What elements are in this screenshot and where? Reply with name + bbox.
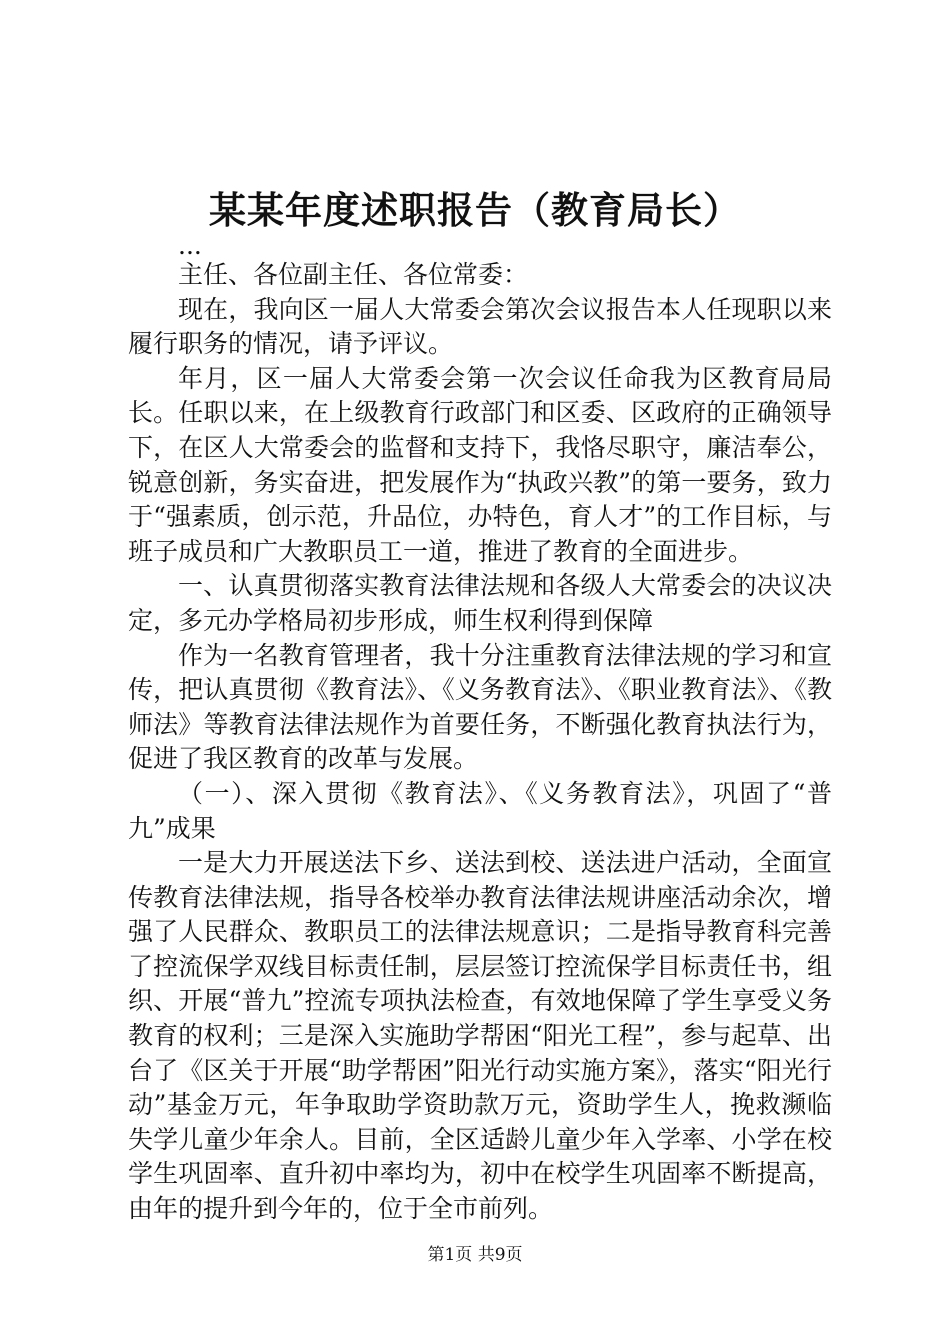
page-footer: 第1页 共9页: [427, 1245, 523, 1265]
document-body: [128, 231, 832, 1227]
ellipsis-line: ...: [178, 231, 202, 260]
salutation-paragraph: 主任、各位副主任、各位常委：: [178, 260, 529, 289]
section-heading-1: 一、认真贯彻落实教育法律法规和各级人大常委会的决议决定，多元办学格局初步形成，师生权利得到保障: [128, 571, 832, 635]
law-study-paragraph: 作为一名教育管理者，我十分注重教育法律法规的学习和宣传，把认真贯彻《教育法》、《义务教育法》、《职业教育法》、《教师法》等教育法律法规作为首要任务，不断强化教育执法行为，促进了我区教育的改革与发展。: [128, 640, 832, 774]
intro-paragraph: 现在，我向区一届人大常委会第次会议报告本人任现职以来履行职务的情况，请予评议。: [128, 294, 832, 359]
appointment-paragraph: 年月，区一届人大常委会第一次会议任命我为区教育局局长。任职以来，在上级教育行政部门和区委、区政府的正确领导下，在区人大常委会的监督和支持下，我恪尽职守，廉洁奉公，锐意创新，务实奋进，把发展作为“执政兴教”的第一要务，致力于“强素质，创示范，升品位，办特色，育人才”的工作目标，与班子成员和广大教职员工一道，推进了教育的全面进步。: [128, 363, 832, 566]
subsection-heading-1: （一）、深入贯彻《教育法》、《义务教育法》，巩固了“普九”成果: [128, 778, 832, 843]
document-title: 某某年度述职报告（教育局长）: [209, 188, 741, 232]
measures-paragraph: 一是大力开展送法下乡、送法到校、送法进户活动，全面宣传教育法律法规，指导各校举办教育法律法规讲座活动余次，增强了人民群众、教职员工的法律法规意识；二是指导教育科完善了控流保学双线目标责任制，层层签订控流保学目标责任书，组织、开展“普九”控流专项执法检查，有效地保障了学生享受义务教育的权利；三是深入实施助学帮困“阳光工程”，参与起草、出台了《区关于开展“助学帮困”阳光行动实施方案》，落实“阳光行动”基金万元，年争取助学资助款万元，资助学生人，挽救濒临失学儿童少年余人。目前，全区适龄儿童少年入学率、小学在校学生巩固率、直升初中率均为，初中在校学生巩固率不断提高，由年的提升到今年的，位于全市前列。: [128, 848, 832, 1224]
